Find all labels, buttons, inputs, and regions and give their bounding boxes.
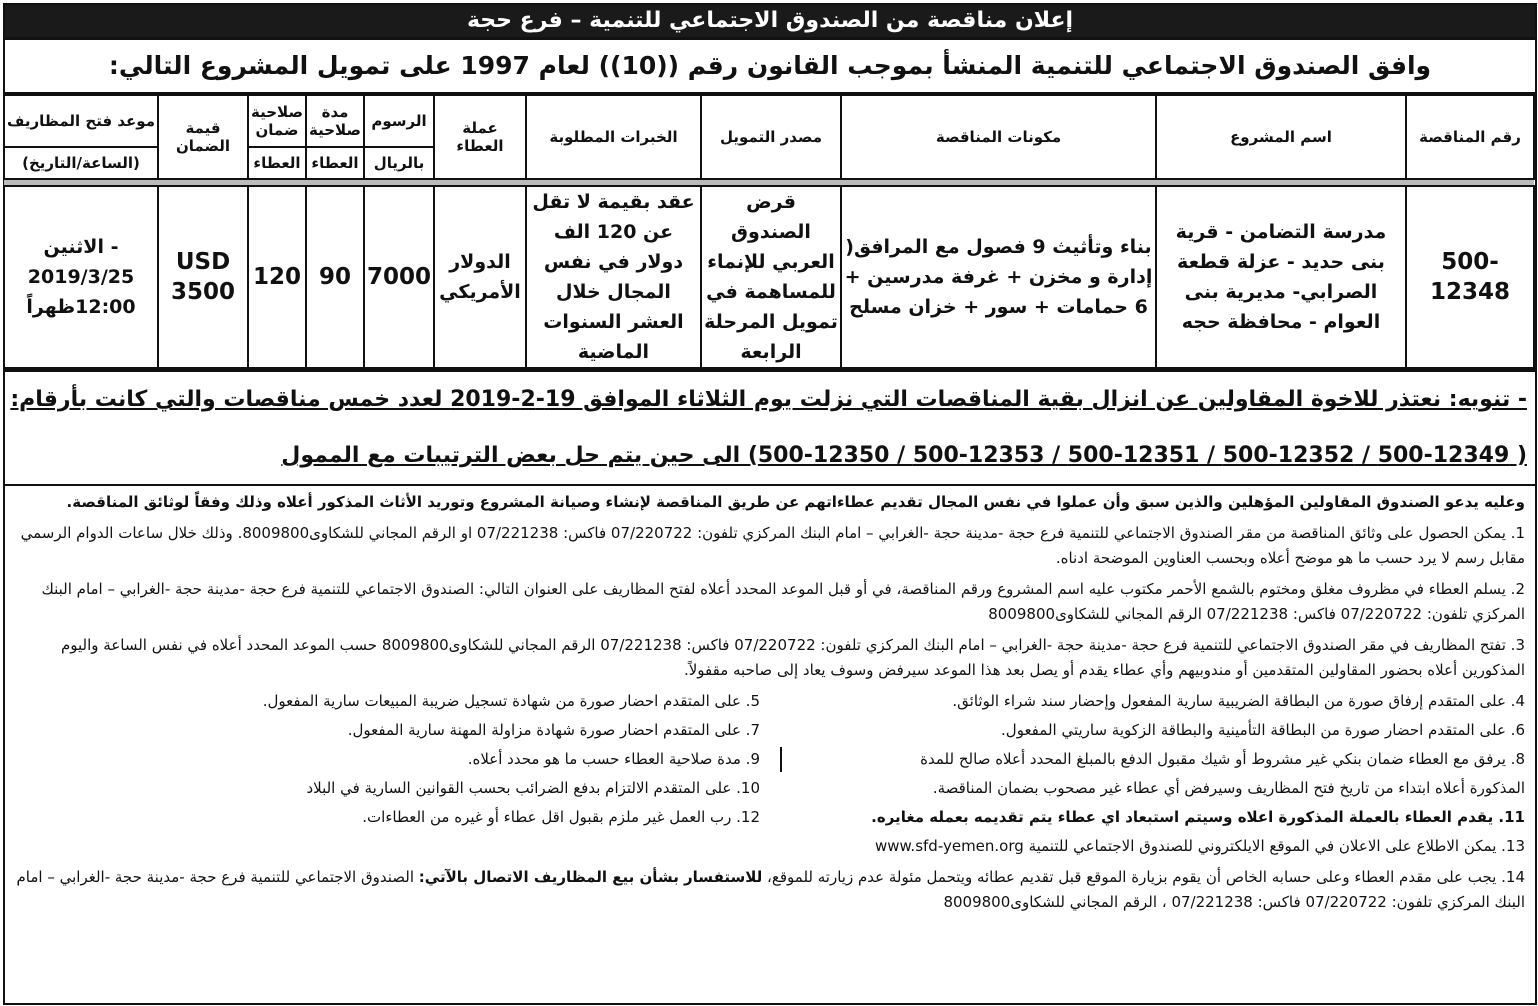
item-6: 6. على المتقدم احضار صورة من البطاقة التأمينية والبطاقة الزكوية ساريتي المفعول.: [1001, 721, 1525, 739]
cell-guarantee-validity: 120: [248, 186, 306, 368]
opening-time: 12:00ظهراً: [26, 296, 136, 318]
header-guarantee-validity: صلاحية ضمان: [248, 95, 306, 147]
item-1: 1. يمكن الحصول على وثائق المناقصة من مقر الصندوق الاجتماعي للتنمية فرع حجة -مدينة حجة -الغرابي – امام البنك المركزي تلفون: 07/220722 فاكس: 07/221238 او الرقم المجاني للشكاوى8009800. وذلك خلال ساعات الدوام الرسمي مقابل رسم لا يرد حسب ما هو موضح أعلاه وبحسب العناوين الموضحة ادناه.: [20, 524, 1525, 567]
header-guarantee-validity-sub: العطاء: [248, 147, 306, 179]
item-14-text: 14. يجب على مقدم العطاء وعلى حسابه الخاص أن يقوم بزيارة الموقع قبل تقديم عطائه ويتحمل مئولة عدم زيارته للموقع،: [762, 868, 1525, 886]
header-guarantee-value: قيمة الضمان: [158, 95, 248, 179]
item-3: 3. تفتح المظاريف في مقر الصندوق الاجتماعي للتنمية فرع حجة -مدينة حجة -الغرابي – امام البنك المركزي تلفون: 07/220722 فاكس: 07/221238 الرقم المجاني للشكاوى8009800 حسب الموعد المحدد أعلاه في نفس الساعة واليوم المذكورين أعلاه بحضور المقاولين المتقدمين أو مندوبيهم وأي عطاء يقدم أو يصل بعد هذا الموعد سيرفض وسوف يعاد إلى صاحبه مقفولاً.: [60, 636, 1525, 679]
item-14-address: الصندوق الاجتماعي للتنمية فرع حجة -مدينة حجة -الغرابي – امام البنك المركزي تلفون: 07/220722 فاكس: 07/221238 ، الرقم المجاني للشكاوى8009800: [16, 868, 1525, 911]
item-8: 8. يرفق مع العطاء ضمان بنكي غير مشروط أو شيك مقبول الدفع بالمبلغ المحدد أعلاه صالح للمدة: [780, 747, 1525, 772]
cell-project: مدرسة التضامن - قرية بنى حديد - عزلة قطعة الصرابي- مديرية بنى العوام - محافظة حجه: [1156, 186, 1406, 368]
table-row: [4, 186, 1534, 368]
item-14-inquiry: للاستفسار بشأن بيع المظاريف الاتصال بالآتي:: [418, 868, 763, 886]
cell-validity: 90: [306, 186, 364, 368]
header-fees-sub: بالريال: [364, 147, 434, 179]
cell-currency: الدولار الأمريكي: [434, 186, 526, 368]
item-12: 12. رب العمل غير ملزم بقبول اقل عطاء أو غيره من العطاءات.: [362, 808, 760, 826]
header-validity-sub: العطاء: [306, 147, 364, 179]
header-divider: [4, 179, 1534, 186]
notice-line-1: - تنويه: نعتذر للاخوة المقاولين عن انزال بقية المناقصات التي نزلت يوم الثلاثاء الموافق 19-2-2019 لعدد خمس مناقصات والتي كانت بأرقام:: [10, 387, 1527, 412]
cell-fees: 7000: [364, 186, 434, 368]
header-opening-sub: (الساعة/التاريخ): [4, 147, 158, 179]
header-opening: موعد فتح المظاريف: [4, 95, 158, 147]
item-5: 5. على المتقدم احضار صورة من شهادة تسجيل ضريبة المبيعات سارية المفعول.: [262, 692, 760, 710]
header-funding: مصدر التمويل: [701, 95, 841, 179]
item-8-continued: المذكورة أعلاه ابتداء من تاريخ فتح المظاريف وسيرفض أي عطاء غير مصحوب بضمان المناقصة.: [932, 779, 1525, 797]
notice-line-2: ( 500-12349 / 500-12352 / 500-12351 / 500-12353 / 500-12350) الى حين يتم حل بعض الترتيبات مع الممول: [281, 443, 1527, 468]
opening-day: - الاثنين: [43, 236, 119, 258]
cell-components: بناء وتأثيث 9 فصول مع المرافق( إدارة و مخزن + غرفة مدرسين + 6 حمامات + سور + خزان مسلح: [841, 186, 1156, 368]
announcement-title: إعلان مناقصة من الصندوق الاجتماعي للتنمية – فرع حجة: [5, 5, 1535, 37]
conditions-text: [5, 486, 1535, 915]
header-experience: الخبرات المطلوبة: [526, 95, 701, 179]
announcement-subtitle: وافق الصندوق الاجتماعي للتنمية المنشأ بموجب القانون رقم ((10)) لعام 1997 على تمويل المشروع التالي:: [5, 37, 1535, 94]
tender-table: [3, 94, 1535, 369]
cell-guarantee-value: USD 3500: [158, 186, 248, 368]
header-currency: عملة العطاء: [434, 95, 526, 179]
header-tender-no: رقم المناقصة: [1406, 95, 1534, 179]
header-validity: مدة صلاحية: [306, 95, 364, 147]
item-11: 11. يقدم العطاء بالعملة المذكورة اعلاه وسيتم استبعاد اي عطاء يتم تقديمه بعمله مغايره.: [871, 808, 1525, 826]
cell-tender-no: 500-12348: [1406, 186, 1534, 368]
item-4: 4. على المتقدم إرفاق صورة من البطاقة الضريبية سارية المفعول وإحضار سند شراء الوثائق.: [952, 692, 1525, 710]
item-9: 9. مدة صلاحية العطاء حسب ما هو محدد أعلاه.: [467, 750, 760, 768]
tender-announcement: [3, 3, 1537, 1005]
item-2: 2. يسلم العطاء في مظروف مغلق ومختوم بالشمع الأحمر مكتوب عليه اسم المشروع ورقم المناقصة، في أو قبل الموعد المحدد أعلاه لفتح المظاريف على العنوان التالي: الصندوق الاجتماعي للتنمية فرع حجة -مدينة حجة -الغرابي – امام البنك المركزي تلفون: 07/220722 فاكس: 07/221238 الرقم المجاني للشكاوى8009800: [41, 580, 1525, 623]
item-7: 7. على المتقدم احضار صورة شهادة مزاولة المهنة سارية المفعول.: [347, 721, 760, 739]
intro-paragraph: وعليه يدعو الصندوق المقاولين المؤهلين والذين سبق وأن عملوا في نفس المجال تقديم عطاءاتهم عن طريق المناقصة لإنشاء وصيانة المشروع وتوريد الأثاث المذكور أعلاه وذلك وفقاً لوثائق المناقصة.: [66, 493, 1525, 511]
item-10: 10. على المتقدم الالتزام بدفع الضرائب بحسب القوانين السارية في البلاد: [306, 779, 760, 797]
opening-date: 2019/3/25: [27, 266, 135, 288]
item-13: 13. يمكن الاطلاع على الاعلان في الموقع الايلكتروني للصندوق الاجتماعي للتنمية www.sfd-yemen.org: [875, 837, 1525, 855]
cell-opening: [4, 186, 158, 368]
header-fees: الرسوم: [364, 95, 434, 147]
header-components: مكونات المناقصة: [841, 95, 1156, 179]
notice-box: [5, 369, 1535, 486]
cell-experience: عقد بقيمة لا تقل عن 120 الف دولار في نفس المجال خلال العشر السنوات الماضية: [526, 186, 701, 368]
header-project: اسم المشروع: [1156, 95, 1406, 179]
item-14: [15, 865, 1525, 915]
cell-funding: قرض الصندوق العربي للإنماء للمساهمة في تمويل المرحلة الرابعة: [701, 186, 841, 368]
